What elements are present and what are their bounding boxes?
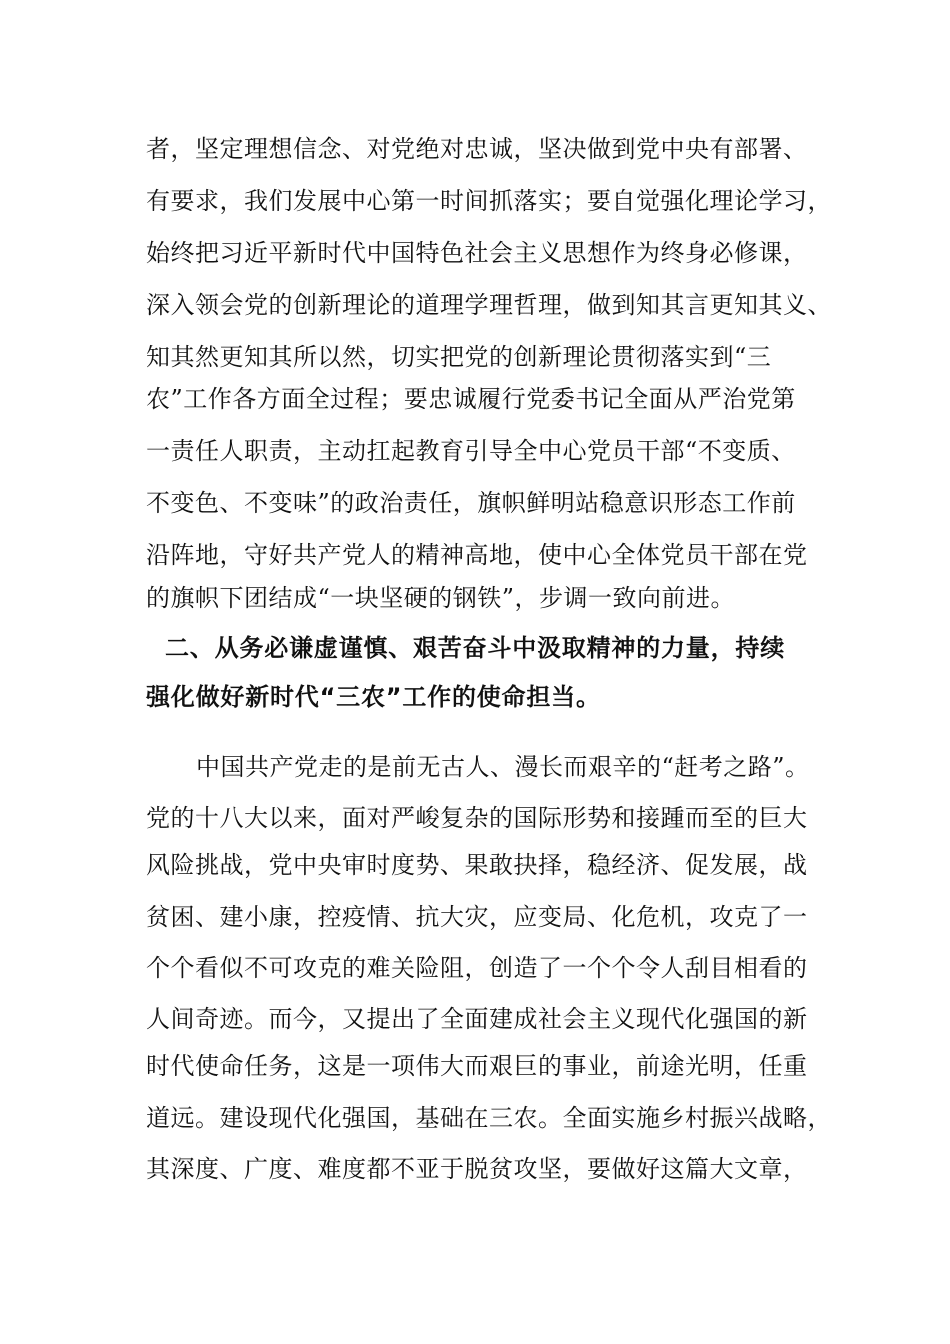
text-line: 中国共产党走的是前无古人、漫长而艰辛的“赶考之路”。 — [196, 753, 810, 781]
text-line: 风险挑战，党中央审时度势、果敢抉择，稳经济、促发展，战 — [146, 851, 808, 879]
text-line: 者，坚定理想信念、对党绝对忠诚，坚决做到党中央有部署、 — [146, 135, 808, 163]
text-line: 不变色、不变味”的政治责任，旗帜鲜明站稳意识形态工作前 — [146, 489, 796, 517]
text-line: 沿阵地，守好共产党人的精神高地，使中心全体党员干部在党 — [146, 541, 808, 569]
text-line: 的旗帜下团结成“一块坚硬的钢铁”，步调一致向前进。 — [146, 584, 736, 612]
text-line: 农”工作各方面全过程；要忠诚履行党委书记全面从严治党第 — [146, 385, 796, 413]
text-line: 深入领会党的创新理论的道理学理哲理，做到知其言更知其义、 — [146, 291, 832, 319]
text-line: 道远。建设现代化强国，基础在三农。全面实施乡村振兴战略， — [146, 1104, 832, 1132]
text-line: 一责任人职责，主动扛起教育引导全中心党员干部“不变质、 — [146, 437, 796, 465]
text-line: 时代使命任务，这是一项伟大而艰巨的事业，前途光明，任重 — [146, 1052, 808, 1080]
text-line: 个个看似不可攻克的难关险阻，创造了一个个令人刮目相看的 — [146, 954, 808, 982]
text-line: 党的十八大以来，面对严峻复杂的国际形势和接踵而至的巨大 — [146, 804, 808, 832]
text-line: 有要求，我们发展中心第一时间抓落实；要自觉强化理论学习， — [146, 187, 832, 215]
text-line: 知其然更知其所以然，切实把党的创新理论贯彻落实到“三 — [146, 343, 772, 371]
text-line: 其深度、广度、难度都不亚于脱贫攻坚，要做好这篇大文章， — [146, 1155, 808, 1183]
heading-line: 二、从务必谦虚谨慎、艰苦奋斗中汲取精神的力量，持续 — [165, 634, 785, 662]
text-line: 始终把习近平新时代中国特色社会主义思想作为终身必修课， — [146, 239, 808, 267]
text-line: 人间奇迹。而今，又提出了全面建成社会主义现代化强国的新 — [146, 1005, 808, 1033]
heading-line: 强化做好新时代“三农”工作的使命担当。 — [146, 683, 601, 711]
text-line: 贫困、建小康，控疫情、抗大灾，应变局、化危机，攻克了一 — [146, 903, 808, 931]
